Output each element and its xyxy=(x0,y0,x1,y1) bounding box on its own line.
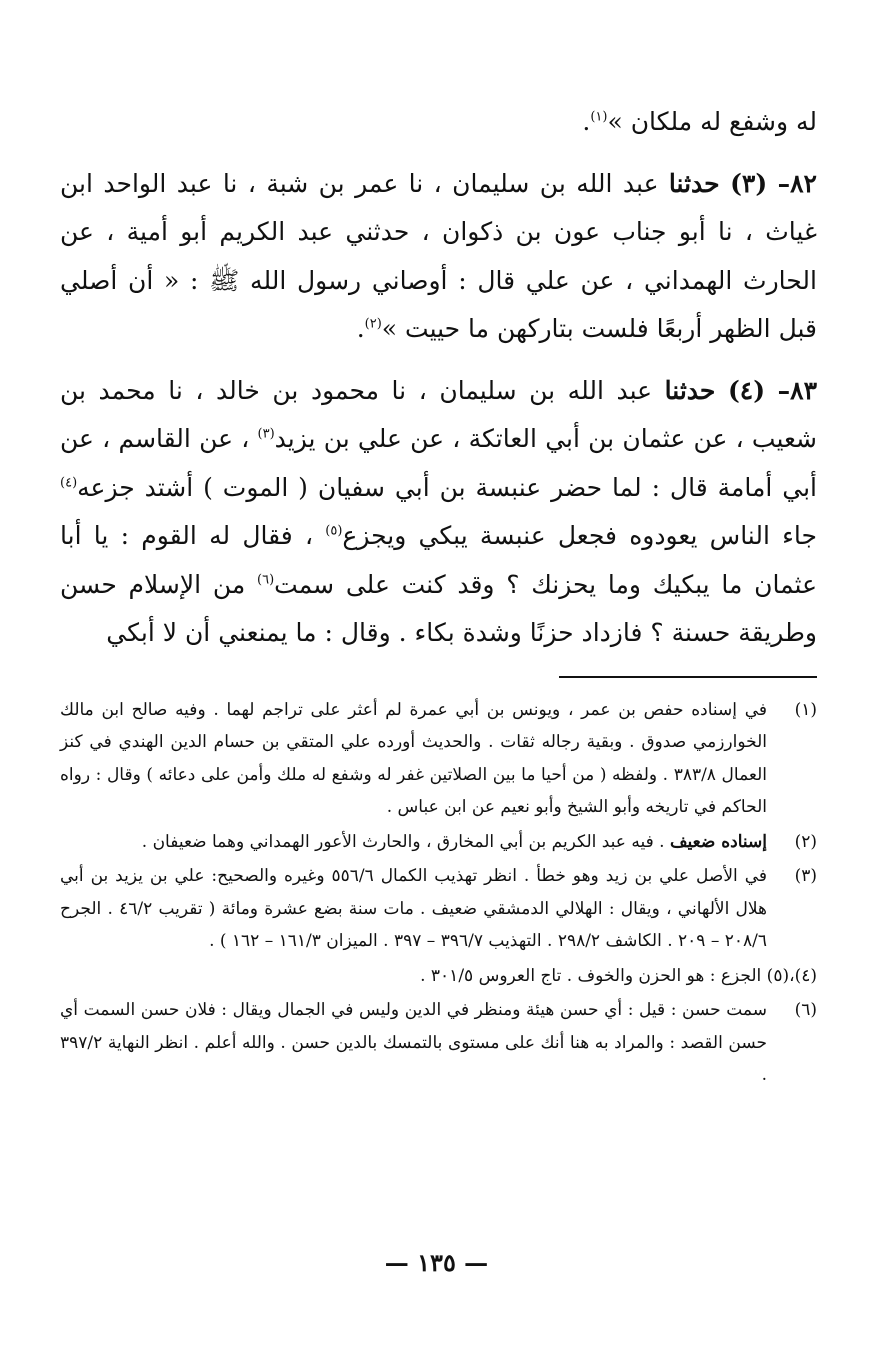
hadith-text: عبد الله بن سليمان ، نا محمود بن خالد ، نا محمد بن شعيب ، عن عثمان بن أبي العاتكة ، عن علي بن يزيد xyxy=(60,375,817,453)
hadith-text: جاء الناس يعودوه فجعل عنبسة يبكي ويجزع xyxy=(342,521,817,550)
footnote-text: في إسناده حفص بن عمر ، ويونس بن أبي عمرة لم أعثر على تراجم لهما . وفيه صالح ابن مالك الخوارزمي صدوق . وبقية رجاله ثقات . والحديث أورده علي المتقي بن حسام الدين الهندي في كنز العمال ٣٨٣/٨ . ولفظه ( من أحيا ما بين الصلاتين غفر له وشفع له ملك وأمن على دعائه ) وقال : رواه الحاكم في تاريخه وأبو الشيخ وأبو نعيم عن ابن عباس . xyxy=(60,699,768,817)
footnote-number: (٣) xyxy=(794,866,817,886)
hadith-sub-number: (٤) xyxy=(727,375,766,405)
footnote-1 xyxy=(60,694,817,824)
footnote-2 xyxy=(60,826,817,859)
hadith-number: ٨٢– xyxy=(777,168,817,198)
hadith-sub-number: (٣) xyxy=(730,168,768,198)
footnote-4-5 xyxy=(60,960,817,993)
footnote-ref: (٤) xyxy=(60,475,78,491)
footnote-ref: (٢) xyxy=(364,316,382,332)
hadith-82: ٨٢– (٣) حدثنا عبد الله بن سليمان ، نا عمر بن شبة ، نا عبد الواحد ابن غياث ، نا أبو جناب عون بن ذكوان ، حدثني عبد الكريم أبو أمية ، عن الحارث الهمداني ، عن علي قال : أوصاني رسول الله ﷺ : « أن أصلي قبل الظهر أربعًا فلست بتاركهن ما حييت »$^{(٢)}$. xyxy=(60,168,817,343)
footnote-text: الجزع : هو الحزن والخوف . تاج العروس ٣٠١/٥ . xyxy=(420,965,762,986)
hadith-text: ، عن القاسم ، عن أبي أمامة قال : لما حضر عنبسة بن أبي سفيان ( الموت ) أشتد جزعه xyxy=(60,424,817,502)
footnote-bold-phrase: إسناده ضعيف xyxy=(669,831,767,852)
footnote-3 xyxy=(60,860,817,958)
footnote-divider xyxy=(559,676,817,678)
footnote-text: في الأصل علي بن زيد وهو خطأ . انظر تهذيب الكمال ٥٥٦/٦ وغيره والصحيح: علي بن يزيد بن أبي هلال الألهاني ، ويقال : الهلالي الدمشقي ضعيف . مات سنة بضع عشرة ومائة ( تقريب ٤٦/٢ . الجرح ٢٠٨/٦ – ٢٠٩ . الكاشف ٢٩٨/٢ . التهذيب ٣٩٦/٧ – ٣٩٧ . الميزان ١٦١/٣ – ١٦٢ ) . xyxy=(60,866,767,951)
footnote-ref: (١) xyxy=(590,109,608,125)
hadith-lead-word: حدثنا xyxy=(664,375,716,405)
footnote-text: . فيه عبد الكريم بن أبي المخارق ، والحارث الأعور الهمداني وهما ضعيفان . xyxy=(141,831,665,852)
hadith-text: من الإسلام حسن وطريقة حسنة ؟ فازداد حزنًا وشدة بكاء . وقال : ما يمنعني أن لا أبكي xyxy=(60,569,817,647)
hadith-lead-word: حدثنا xyxy=(668,168,720,198)
hadith-number: ٨٣– xyxy=(777,375,817,405)
hadith-83 xyxy=(60,367,817,658)
footnote-ref: (٣) xyxy=(257,426,275,442)
hadith-text: ، فقال له القوم : يا أبا عثمان ما يبكيك وما يحزنك ؟ وقد كنت على سمت xyxy=(60,521,818,599)
footnote-number: (١) xyxy=(794,699,817,720)
footnote-number: (٦) xyxy=(794,1000,817,1020)
continuation-line: له وشفع له ملكان »$^{(١)}$. xyxy=(582,107,817,136)
main-text xyxy=(60,98,817,658)
footnote-text: سمت حسن : قيل : أي حسن هيئة ومنظر في الدين وليس في الجمال ويقال : فلان حسن السمت أي حسن القصد : والمراد به هنا أنك على مستوى بالتمسك بالدين حسن . والله أعلم . انظر النهاية ٣٩٧/٢ . xyxy=(60,1000,767,1085)
footnote-6 xyxy=(60,994,817,1092)
footnote-ref: (٦) xyxy=(257,572,275,588)
hadith-text: عبد الله بن سليمان ، نا عمر بن شبة ، نا عبد الواحد ابن غياث ، نا أبو جناب عون بن ذكوان ، حدثني عبد الكريم أبو أمية ، عن الحارث الهمداني ، عن علي قال : أوصاني رسول الله ﷺ : « أن أصلي قبل الظهر أربعًا فلست بتاركهن ما حييت » xyxy=(60,168,817,343)
footnote-number: (٢) xyxy=(794,831,817,852)
footnote-number: (٤)،(٥) xyxy=(766,965,817,986)
footnotes xyxy=(60,694,817,1092)
footnote-ref: (٥) xyxy=(325,523,343,539)
page-number: — ١٣٥ — xyxy=(384,1248,489,1277)
